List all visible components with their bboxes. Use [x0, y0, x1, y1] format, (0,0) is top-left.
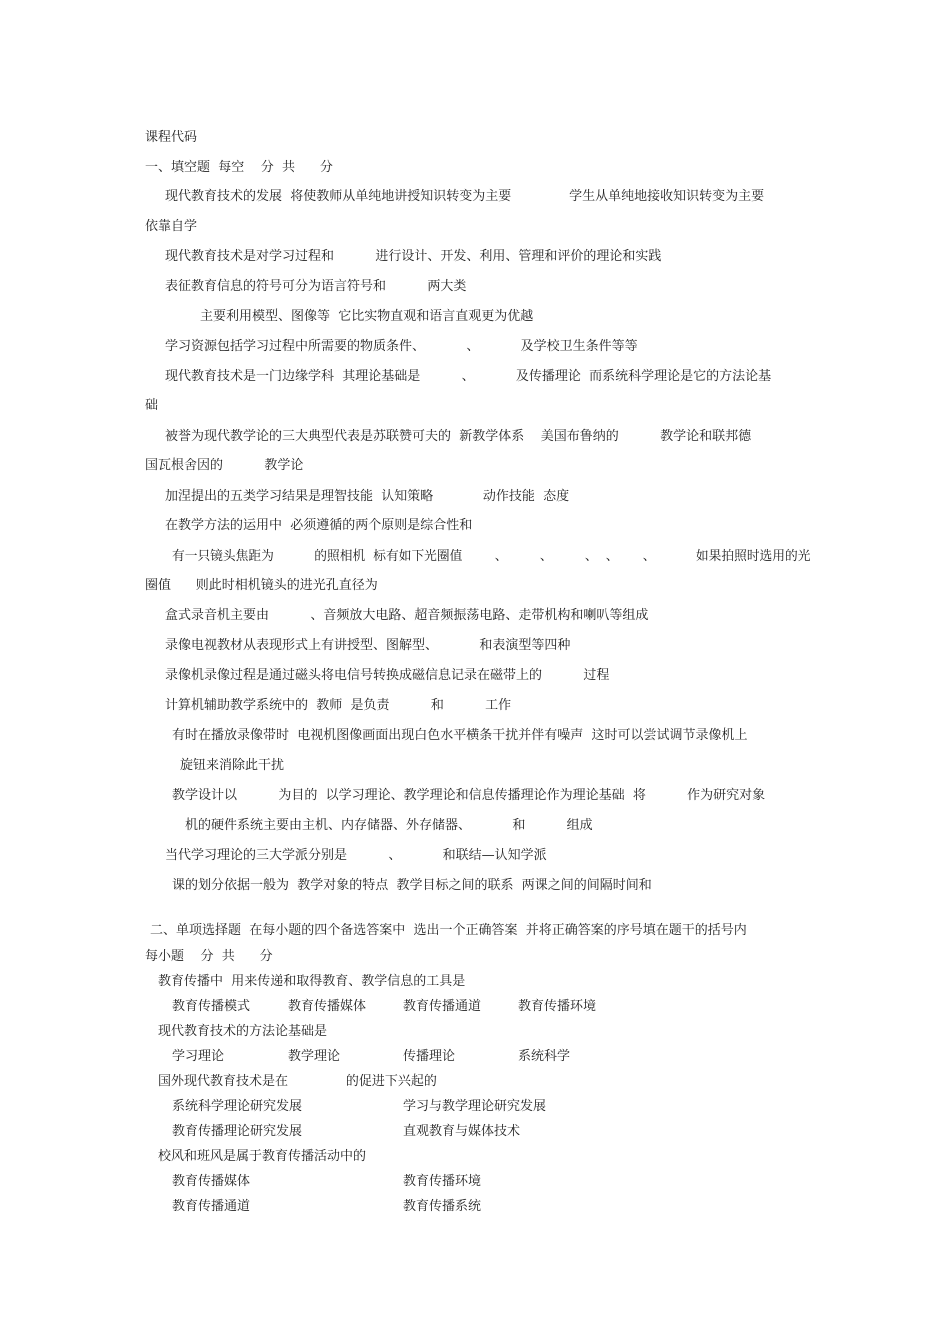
- fill-question-10: 有一只镜头焦距为 的照相机 标有如下光圈值 、 、 、 、 、 如果拍照时选用的光: [172, 549, 811, 564]
- choice-option: 教学理论: [288, 1049, 341, 1064]
- choice-option: 教育传播模式: [172, 999, 251, 1014]
- section-1-heading: 一、填空题 每空 分 共 分: [145, 160, 333, 175]
- choice-option: 教育传播环境: [518, 999, 597, 1014]
- choice-question-3-stem: 国外现代教育技术是在 的促进下兴起的: [158, 1074, 437, 1089]
- choice-option: 教育传播环境: [403, 1174, 482, 1189]
- fill-question-4: 主要利用模型、图像等 它比实物直观和语言直观更为优越: [200, 309, 534, 324]
- fill-question-7: 被誉为现代教学论的三大典型代表是苏联赞可夫的 新教学体系 美国布鲁纳的 教学论和联邦德: [165, 429, 752, 444]
- section-2-heading: 二、单项选择题 在每小题的四个备选答案中 选出一个正确答案 并将正确答案的序号填在题干的括号内: [150, 923, 747, 938]
- fill-question-15: 有时在播放录像带时 电视机图像画面出现白色水平横条干扰并伴有噪声 这时可以尝试调节录像机上: [172, 728, 748, 743]
- choice-option: 学习理论: [172, 1049, 225, 1064]
- fill-question-9: 在教学方法的运用中 必须遵循的两个原则是综合性和: [165, 518, 473, 533]
- choice-option: 系统科学: [518, 1049, 571, 1064]
- fill-question-19: 课的划分依据一般为 教学对象的特点 教学目标之间的联系 两课之间的间隔时间和: [172, 878, 652, 893]
- choice-option: 学习与教学理论研究发展: [403, 1099, 547, 1114]
- fill-question-15-cont: 旋钮来消除此干扰: [180, 758, 285, 773]
- fill-question-14: 计算机辅助教学系统中的 教师 是负责 和 工作: [165, 698, 512, 713]
- choice-option: 教育传播媒体: [288, 999, 367, 1014]
- choice-option: 直观教育与媒体技术: [403, 1124, 521, 1139]
- fill-question-6-cont: 础: [145, 398, 159, 413]
- fill-question-13: 录像机录像过程是通过磁头将电信号转换成磁信息记录在磁带上的 过程: [165, 668, 610, 683]
- fill-question-18: 当代学习理论的三大学派分别是 、 和联结—认知学派: [165, 848, 547, 863]
- course-code-title: 课程代码: [145, 130, 198, 145]
- fill-question-17: 机的硬件系统主要由主机、内存储器、外存储器、 和 组成: [185, 818, 593, 833]
- choice-option: 教育传播理论研究发展: [172, 1124, 303, 1139]
- choice-question-2-stem: 现代教育技术的方法论基础是: [158, 1024, 328, 1039]
- choice-option: 教育传播通道: [403, 999, 482, 1014]
- fill-question-8: 加涅提出的五类学习结果是理智技能 认知策略 动作技能 态度: [165, 489, 570, 504]
- choice-question-4-stem: 校风和班风是属于教育传播活动中的: [158, 1149, 367, 1164]
- section-2-heading-cont: 每小题 分 共 分: [145, 949, 273, 964]
- choice-option: 教育传播媒体: [172, 1174, 251, 1189]
- choice-option: 传播理论: [403, 1049, 456, 1064]
- fill-question-3: 表征教育信息的符号可分为语言符号和 两大类: [165, 279, 467, 294]
- choice-option: 系统科学理论研究发展: [172, 1099, 303, 1114]
- fill-question-10-cont: 圈值 则此时相机镜头的进光孔直径为: [145, 578, 378, 593]
- choice-option: 教育传播通道: [172, 1199, 251, 1214]
- fill-question-11: 盒式录音机主要由 、音频放大电路、超音频振荡电路、走带机构和喇叭等组成: [165, 608, 649, 623]
- choice-question-1-stem: 教育传播中 用来传递和取得教育、教学信息的工具是: [158, 974, 466, 989]
- fill-question-16: 教学设计以 为目的 以学习理论、教学理论和信息传播理论作为理论基础 将 作为研究对象: [172, 788, 766, 803]
- fill-question-2: 现代教育技术是对学习过程和 进行设计、开发、利用、管理和评价的理论和实践: [165, 249, 662, 264]
- fill-question-1: 现代教育技术的发展 将使教师从单纯地讲授知识转变为主要 学生从单纯地接收知识转变为主要: [165, 189, 765, 204]
- fill-question-7-cont: 国瓦根舍因的 教学论: [145, 458, 304, 473]
- fill-question-1-cont: 依靠自学: [145, 219, 198, 234]
- fill-question-6: 现代教育技术是一门边缘学科 其理论基础是 、 及传播理论 而系统科学理论是它的方法论基: [165, 369, 772, 384]
- fill-question-5: 学习资源包括学习过程中所需要的物质条件、 、 及学校卫生条件等等: [165, 339, 638, 354]
- fill-question-12: 录像电视教材从表现形式上有讲授型、图解型、 和表演型等四种: [165, 638, 571, 653]
- choice-option: 教育传播系统: [403, 1199, 482, 1214]
